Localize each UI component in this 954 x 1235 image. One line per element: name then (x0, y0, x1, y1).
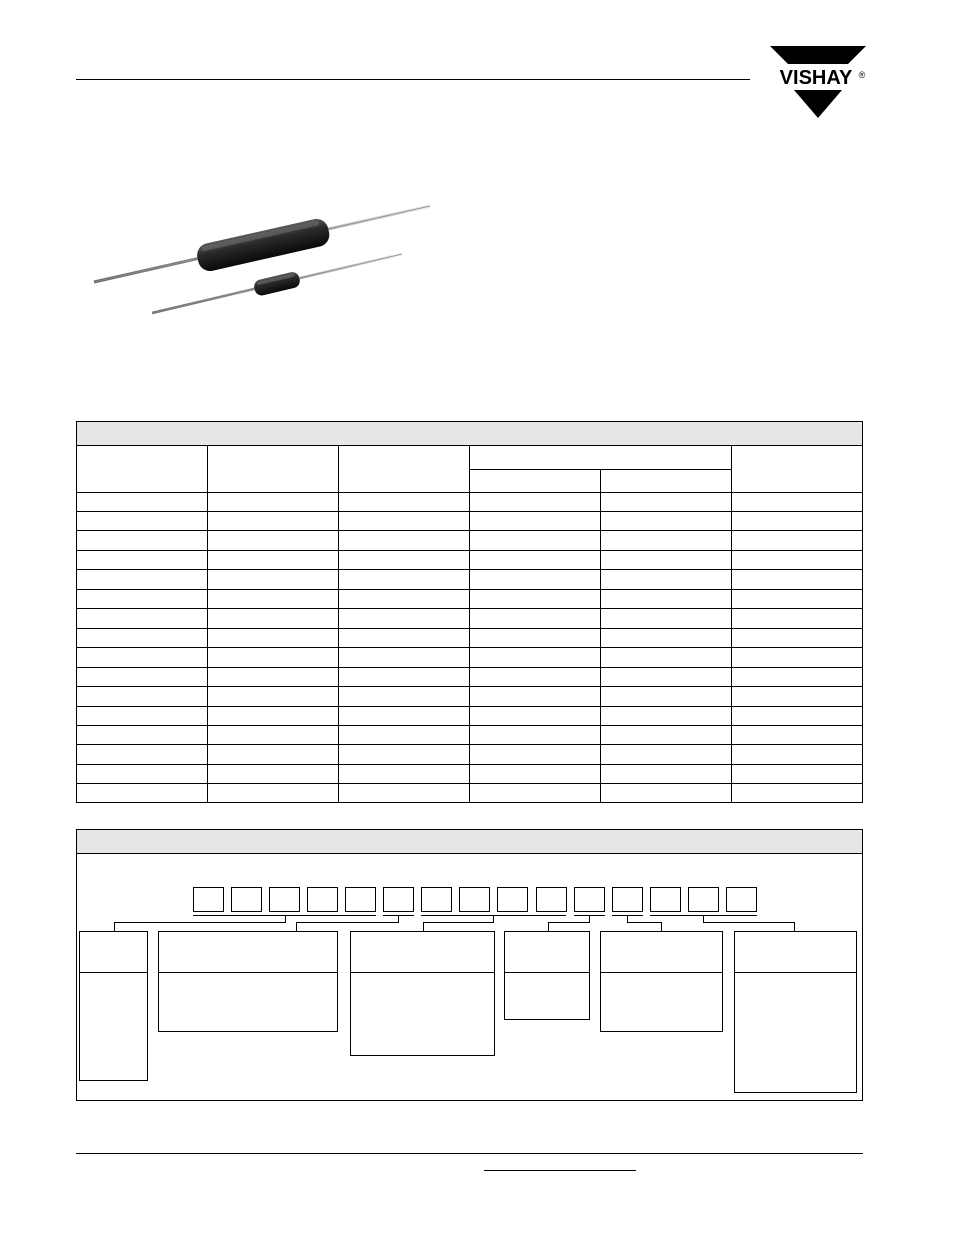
table-row-rule (77, 764, 862, 765)
part-number-digit-box (345, 887, 376, 912)
table-row-rule (77, 744, 862, 745)
part-number-digit-box (459, 887, 490, 912)
table-subheader-rule (469, 469, 731, 470)
connector-line (114, 922, 115, 931)
code-box-f (734, 931, 857, 1093)
part-number-digit-box (383, 887, 414, 912)
table-row-rule (77, 725, 862, 726)
table-column-divider (207, 446, 208, 803)
part-number-digit-box (726, 887, 757, 912)
code-box-separator (505, 972, 589, 973)
footer-rule (76, 1153, 863, 1154)
part-number-digit-box (536, 887, 567, 912)
connector-line (661, 922, 662, 931)
specifications-table-title-bar (77, 422, 862, 446)
part-numbering-title-bar (77, 830, 862, 854)
table-row-rule (77, 608, 862, 609)
table-column-divider (731, 446, 732, 803)
code-box-d (504, 931, 590, 1020)
code-box-separator (80, 972, 147, 973)
part-number-digit-box (269, 887, 300, 912)
connector-line (548, 922, 549, 931)
logo-wordmark: VISHAY (779, 67, 853, 89)
connector-line (703, 922, 795, 923)
part-number-digit-box (650, 887, 681, 912)
part-number-digit-box (688, 887, 719, 912)
table-row-rule (77, 647, 862, 648)
table-row-rule (77, 706, 862, 707)
part-number-digit-box (574, 887, 605, 912)
header-rule (76, 79, 750, 80)
connector-line (423, 922, 494, 923)
code-box-separator (601, 972, 722, 973)
connector-line (296, 922, 297, 931)
part-number-digit-box (231, 887, 262, 912)
connector-line (296, 922, 399, 923)
part-number-digit-box (421, 887, 452, 912)
connector-line (114, 922, 286, 923)
table-column-divider (469, 446, 470, 803)
code-box-b (158, 931, 338, 1032)
table-row-rule (77, 628, 862, 629)
code-box-c (350, 931, 495, 1056)
code-box-separator (351, 972, 494, 973)
table-row-rule (77, 686, 862, 687)
part-number-digit-box (497, 887, 528, 912)
part-numbering-table (76, 829, 863, 1101)
table-column-divider (338, 446, 339, 803)
code-box-separator (159, 972, 337, 973)
footer-link-underline[interactable] (484, 1170, 636, 1171)
connector-line (548, 922, 590, 923)
part-number-digit-box (307, 887, 338, 912)
code-box-e (600, 931, 723, 1032)
table-row-rule (77, 550, 862, 551)
specifications-table (76, 421, 863, 803)
axial-resistor-pair-icon (88, 196, 438, 320)
table-row-rule (77, 530, 862, 531)
logo-registered-mark: ® (858, 70, 866, 80)
table-row-rule (77, 589, 862, 590)
table-row-rule (77, 783, 862, 784)
table-header-rule (77, 492, 862, 493)
connector-line (794, 922, 795, 931)
table-row-rule (77, 511, 862, 512)
table-column-divider (600, 469, 601, 803)
vishay-logo (770, 42, 866, 120)
connector-line (627, 922, 662, 923)
code-box-separator (735, 972, 856, 973)
connector-line (423, 922, 424, 931)
code-box-a (79, 931, 148, 1081)
table-row-rule (77, 667, 862, 668)
part-number-digit-box (612, 887, 643, 912)
table-row-rule (77, 569, 862, 570)
part-number-digit-box (193, 887, 224, 912)
